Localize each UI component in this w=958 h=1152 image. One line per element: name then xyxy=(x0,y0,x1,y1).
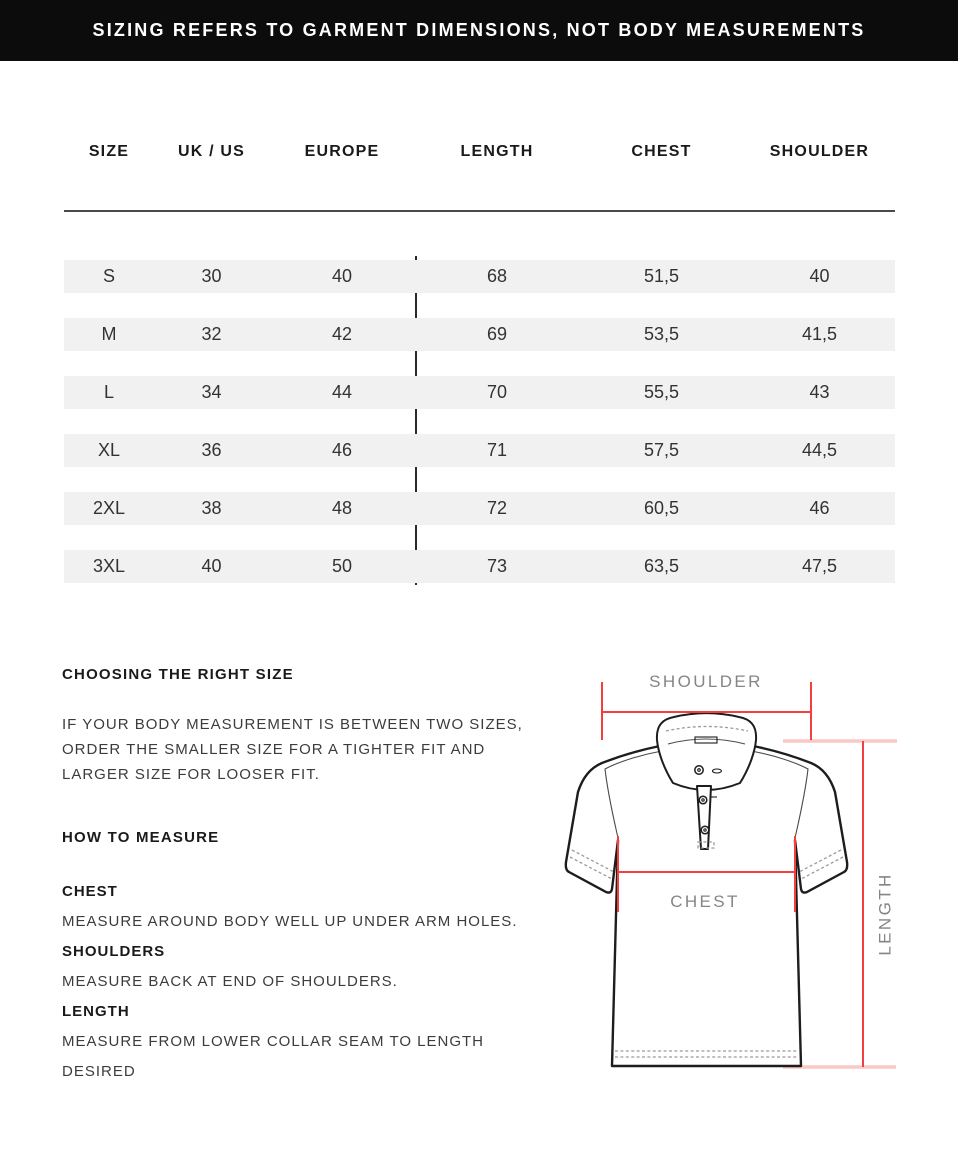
cell-uk-us: 30 xyxy=(201,266,222,286)
size-table-header xyxy=(64,137,895,167)
cell-chest: 53,5 xyxy=(643,324,680,344)
cell-length: 71 xyxy=(486,440,508,460)
shoulder-measure-label: SHOULDER xyxy=(649,672,763,691)
polo-shirt-measurement-diagram xyxy=(550,655,910,1080)
table-row xyxy=(64,434,895,467)
cell-shoulder: 43 xyxy=(809,382,830,402)
table-row xyxy=(64,550,895,583)
column-divider-line xyxy=(415,256,417,585)
cell-length: 70 xyxy=(486,382,508,402)
measure-item-chest-label: CHEST xyxy=(62,883,118,900)
table-row xyxy=(64,260,895,293)
collar xyxy=(657,713,756,790)
cell-size: XL xyxy=(97,440,121,460)
column-header-length: LENGTH xyxy=(460,143,534,160)
column-header-shoulder: SHOULDER xyxy=(769,143,870,160)
cell-shoulder: 40 xyxy=(809,266,830,286)
cell-size: 3XL xyxy=(92,556,126,576)
table-row xyxy=(64,376,895,409)
cell-size: S xyxy=(102,266,115,286)
cell-size: L xyxy=(103,382,114,402)
column-header-chest: CHEST xyxy=(631,143,692,160)
cell-uk-us: 32 xyxy=(201,324,222,344)
banner-text: SIZING REFERS TO GARMENT DIMENSIONS, NOT BODY MEASUREMENTS xyxy=(92,20,866,40)
table-row xyxy=(64,492,895,525)
cell-length: 69 xyxy=(486,324,508,344)
cell-europe: 50 xyxy=(331,556,353,576)
cell-chest: 57,5 xyxy=(643,440,680,460)
collar-button xyxy=(695,766,703,774)
table-row xyxy=(64,318,895,351)
measure-item-shoulders-text: MEASURE BACK AT END OF SHOULDERS. xyxy=(62,973,398,990)
cell-europe: 44 xyxy=(331,382,353,402)
header-rule-line xyxy=(64,210,895,212)
cell-uk-us: 36 xyxy=(201,440,222,460)
cell-shoulder: 46 xyxy=(809,498,830,518)
measure-item-chest-text: MEASURE AROUND BODY WELL UP UNDER ARM HOLES. xyxy=(62,913,518,930)
cell-europe: 46 xyxy=(331,440,353,460)
choosing-size-title: CHOOSING THE RIGHT SIZE xyxy=(62,666,294,683)
column-header-uk-us: UK / US xyxy=(177,143,246,160)
measure-item-length-text: MEASURE FROM LOWER COLLAR SEAM TO LENGTH xyxy=(62,1033,485,1050)
cell-length: 68 xyxy=(486,266,508,286)
cell-europe: 48 xyxy=(331,498,353,518)
placket-button-lower xyxy=(701,826,709,834)
chest-measure-label: CHEST xyxy=(670,892,740,911)
cell-length: 72 xyxy=(486,498,508,518)
cell-chest: 60,5 xyxy=(643,498,680,518)
cell-europe: 42 xyxy=(331,324,353,344)
column-header-size: SIZE xyxy=(88,143,130,160)
choosing-size-text xyxy=(62,712,523,787)
choosing-size-line: IF YOUR BODY MEASUREMENT IS BETWEEN TWO SIZES, xyxy=(62,716,523,733)
cell-chest: 51,5 xyxy=(643,266,680,286)
choosing-size-line: ORDER THE SMALLER SIZE FOR A TIGHTER FIT AND xyxy=(62,741,486,758)
banner xyxy=(0,0,958,61)
cell-shoulder: 44,5 xyxy=(801,440,838,460)
cell-shoulder: 47,5 xyxy=(801,556,838,576)
measure-item-shoulders-label: SHOULDERS xyxy=(62,943,166,960)
measure-item-length-text: DESIRED xyxy=(62,1063,136,1080)
cell-shoulder: 41,5 xyxy=(801,324,838,344)
cell-uk-us: 34 xyxy=(201,382,222,402)
placket-button-upper xyxy=(699,796,707,804)
choosing-size-line: LARGER SIZE FOR LOOSER FIT. xyxy=(62,766,320,783)
cell-uk-us: 40 xyxy=(201,556,222,576)
cell-size: M xyxy=(101,324,117,344)
cell-uk-us: 38 xyxy=(201,498,222,518)
cell-chest: 63,5 xyxy=(643,556,680,576)
cell-length: 73 xyxy=(486,556,508,576)
how-to-measure-list xyxy=(62,877,517,1087)
length-measure-label: LENGTH xyxy=(875,872,895,956)
measure-item-length-label: LENGTH xyxy=(62,1003,130,1020)
cell-europe: 40 xyxy=(331,266,353,286)
column-header-europe: EUROPE xyxy=(304,143,380,160)
cell-chest: 55,5 xyxy=(643,382,680,402)
cell-size: 2XL xyxy=(92,498,126,518)
how-to-measure-title: HOW TO MEASURE xyxy=(62,829,220,846)
